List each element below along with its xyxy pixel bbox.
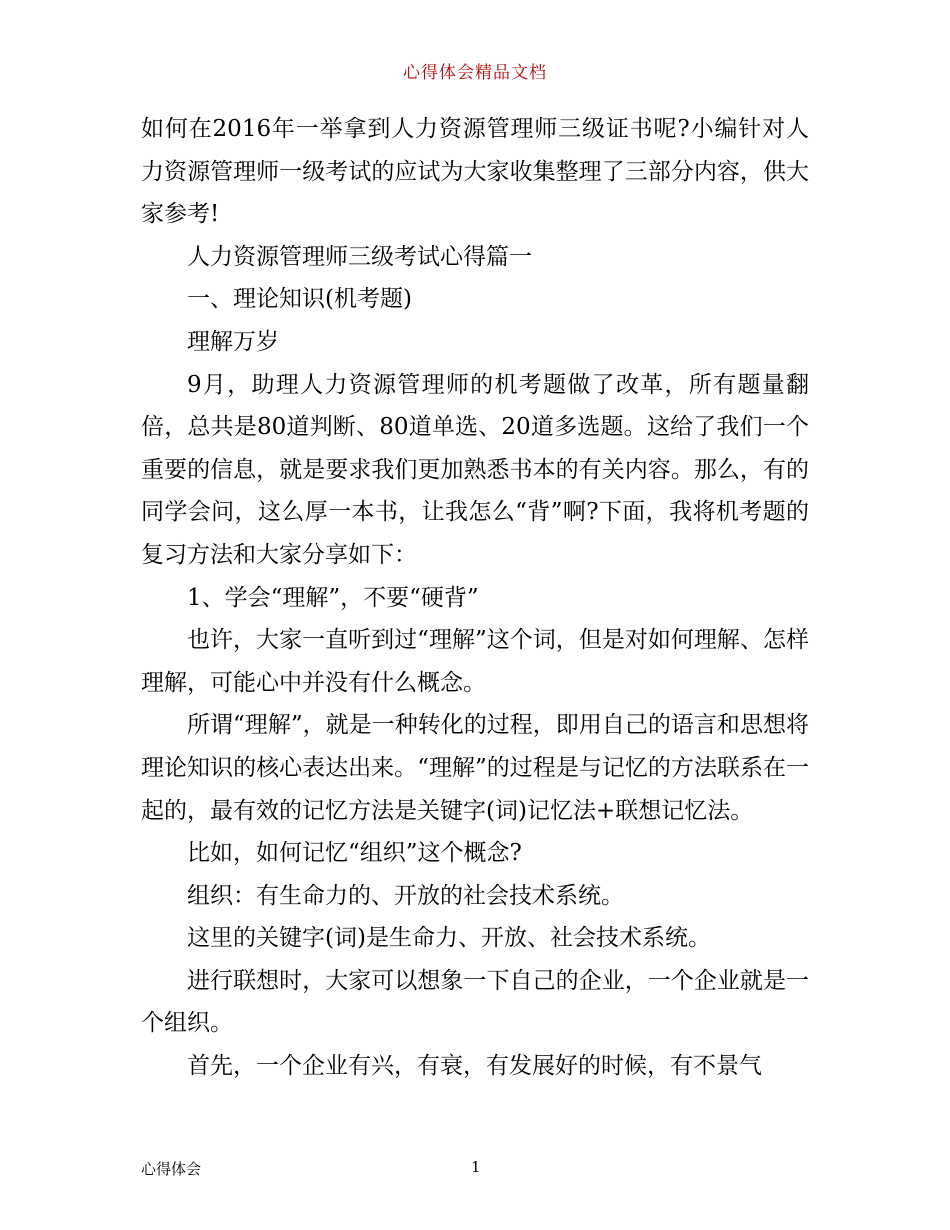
paragraph: 比如，如何记忆“组织”这个概念?: [187, 840, 522, 867]
paragraph: 所谓“理解”，就是一种转化的过程，即用自己的语言和思想将理论知识的核心表达出来。“理解”的过程是与记忆的方法联系在一起的，最有效的记忆方法是关键字(词)记忆法+联想记忆法。: [141, 712, 809, 824]
paragraph: 也许，大家一直听到过“理解”这个词，但是对如何理解、怎样理解，可能心中并没有什么概念。: [141, 627, 809, 696]
paragraph: 9月，助理人力资源管理师的机考题做了改革，所有题量翻倍，总共是80道判断、80道单选、20道多选题。这给了我们一个重要的信息，就是要求我们更加熟悉书本的有关内容。那么，有的同学会问，这么厚一本书，让我怎么“背”啊?下面，我将机考题的复习方法和大家分享如下：: [141, 371, 809, 568]
list-item-heading: 1、学会“理解”，不要“硬背”: [187, 584, 479, 611]
page-number: 1: [471, 1158, 481, 1176]
section-heading: 人力资源管理师三级考试心得篇一: [187, 243, 532, 270]
topic-heading: 理解万岁: [187, 328, 279, 355]
document-body: [141, 108, 809, 1088]
footer-label: 心得体会: [141, 1160, 202, 1178]
document-header-title: 心得体会精品文档: [403, 63, 547, 83]
paragraph-intro: 如何在2016年一举拿到人力资源管理师三级证书呢?小编针对人力资源管理师一级考试的应试为大家收集整理了三部分内容，供大家参考!: [141, 116, 809, 228]
subsection-heading: 一、理论知识(机考题): [187, 286, 412, 313]
paragraph: 进行联想时，大家可以想象一下自己的企业，一个企业就是一个组织。: [141, 967, 809, 1037]
paragraph: 组织：有生命力的、开放的社会技术系统。: [187, 882, 624, 909]
paragraph: 这里的关键字(词)是生命力、开放、社会技术系统。: [187, 925, 711, 952]
paragraph: 首先，一个企业有兴，有衰，有发展好的时候，有不景气: [187, 1053, 762, 1080]
